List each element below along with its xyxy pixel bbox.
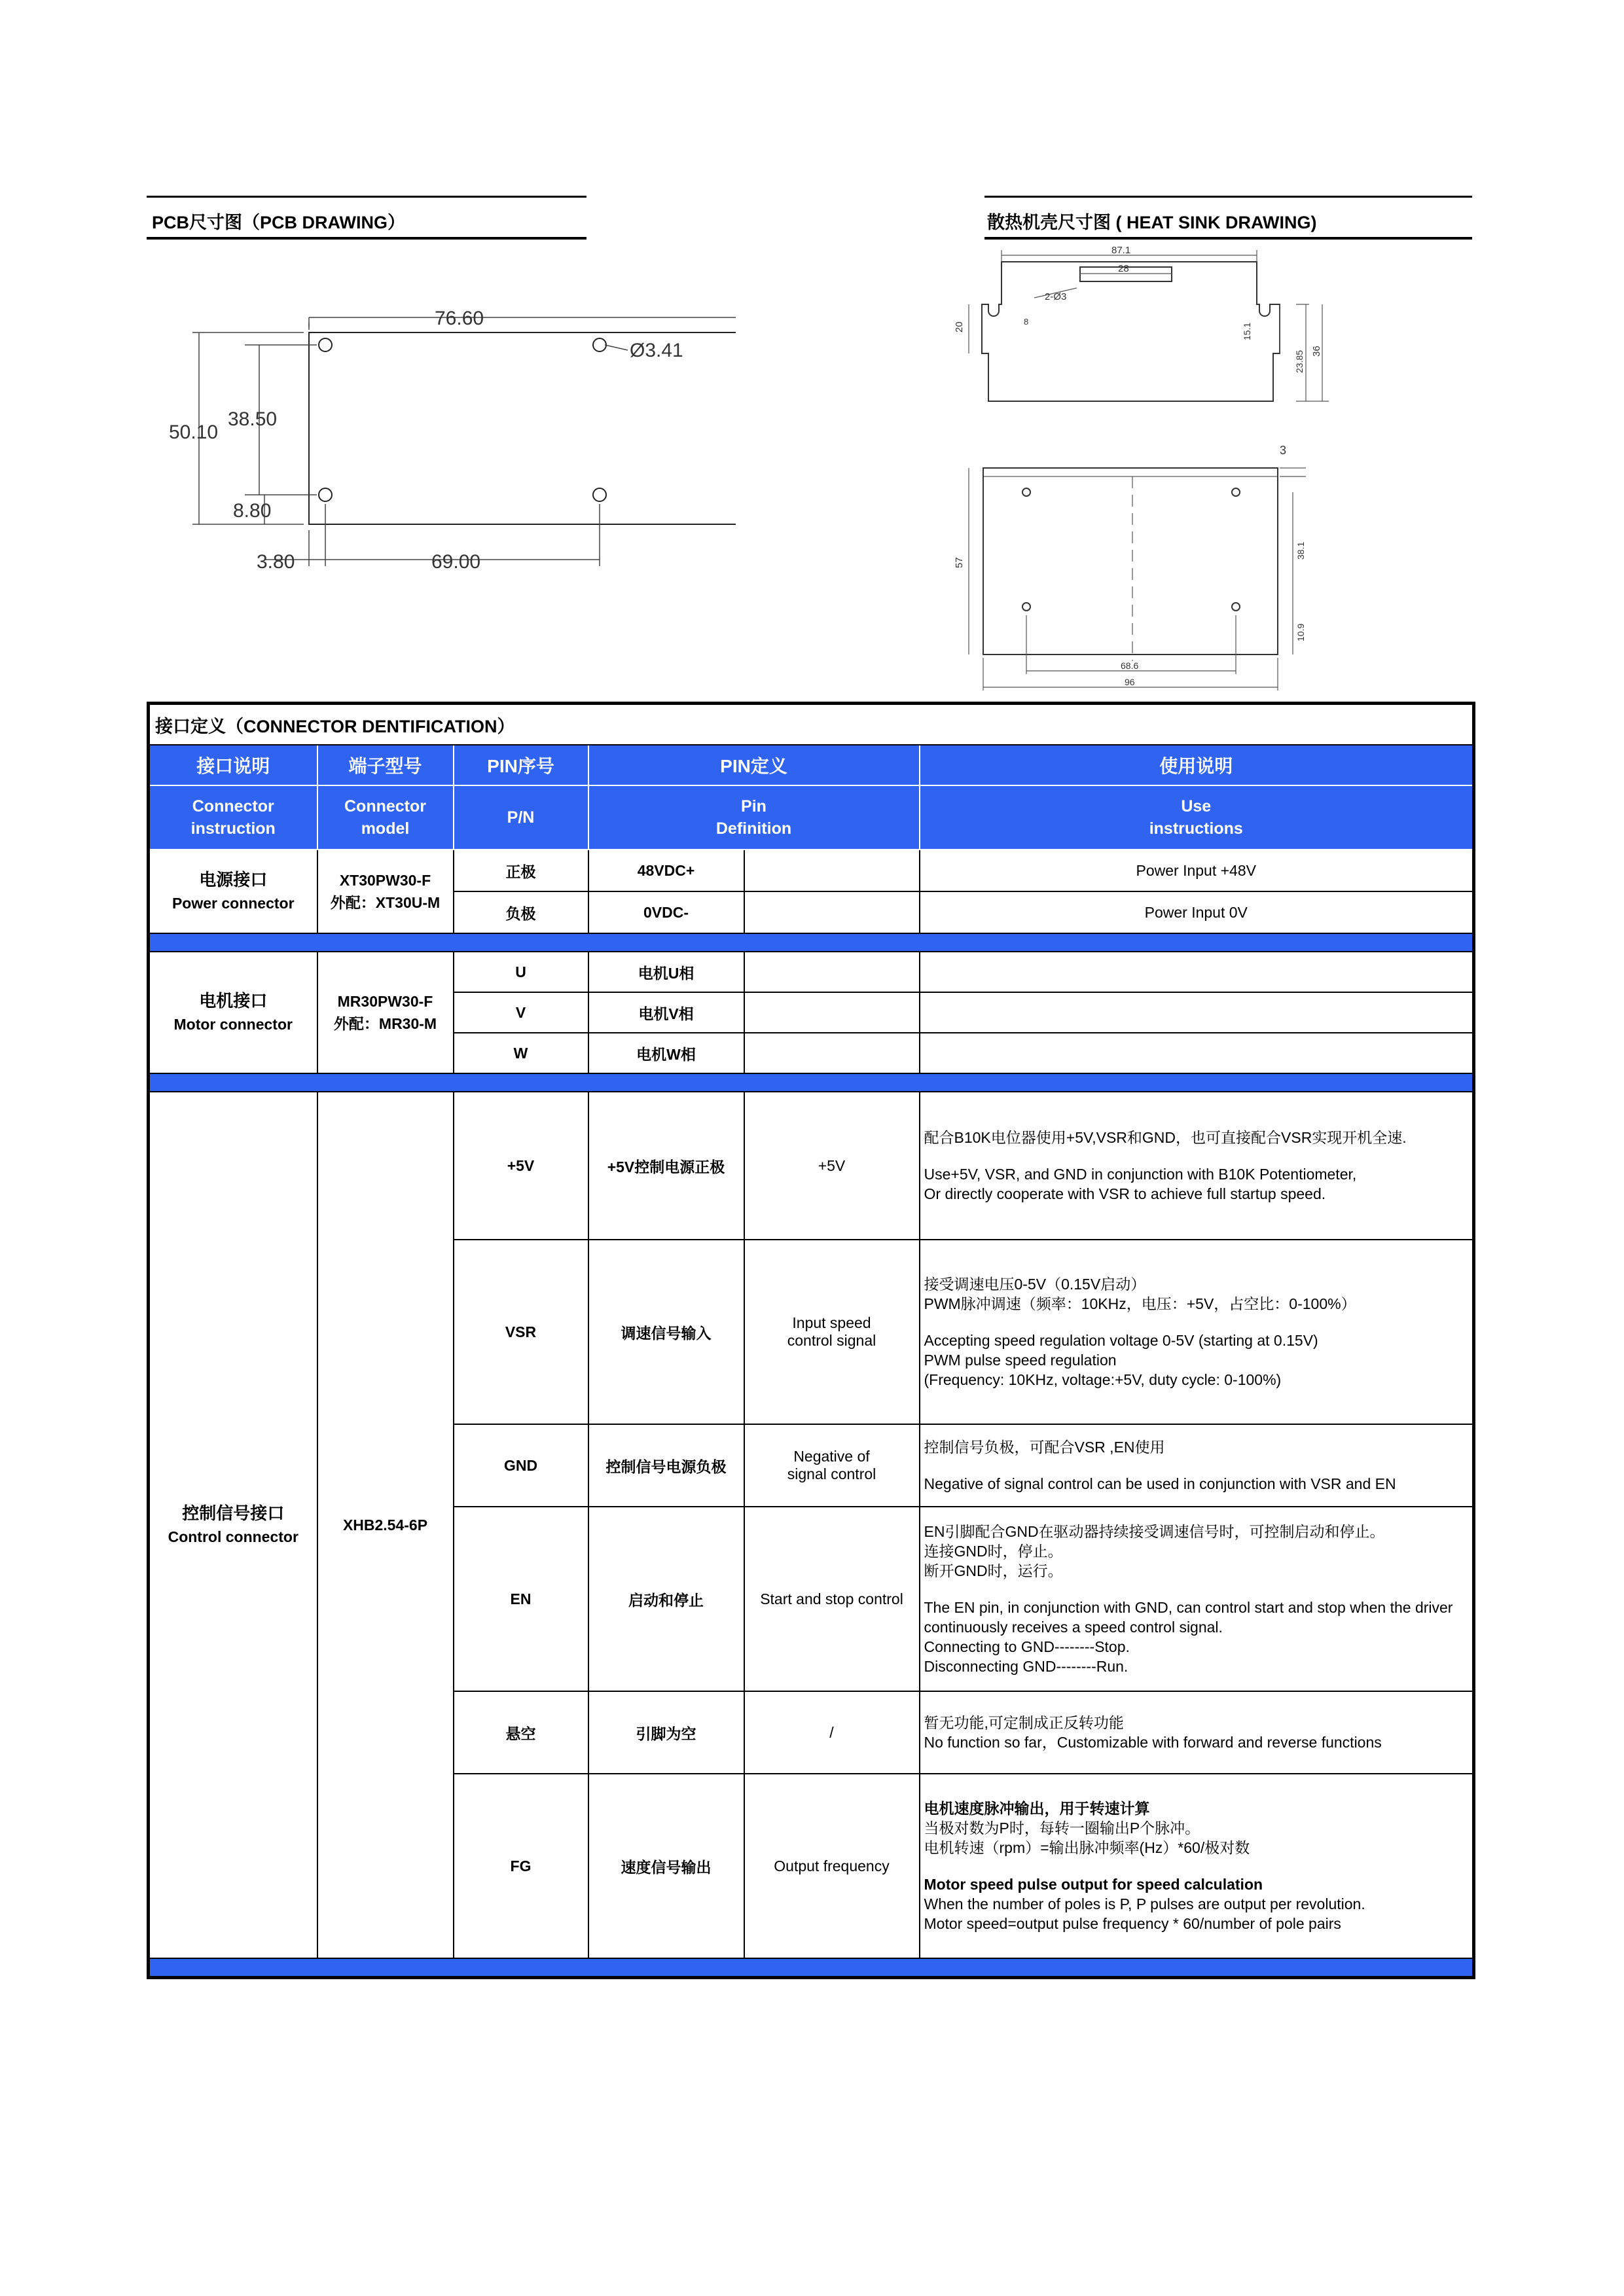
pcb-title-rule-bottom (147, 237, 586, 240)
use-line: 电机转速（rpm）=输出脉冲频率(Hz）*60/极对数 (924, 1839, 1250, 1856)
power-pin-desc (744, 891, 920, 933)
control-pin-pn: GND (454, 1424, 588, 1507)
control-pin-pn: VSR (454, 1240, 588, 1424)
power-pin-desc (744, 850, 920, 891)
use-line: continuously receives a speed control signal. (924, 1619, 1223, 1636)
pcb-dim-hole: Ø3.41 (630, 340, 683, 361)
motor-connector-model: MR30PW30-F 外配：MR30-M (317, 952, 454, 1073)
pcb-dim-width: 76.60 (435, 308, 484, 329)
use-line: 配合B10K电位器使用+5V,VSR和GND，也可直接配合VSR实现开机全速. (924, 1129, 1407, 1146)
heatsink-dim-36: 36 (1311, 346, 1322, 357)
control-pin-def: 控制信号电源负极 (588, 1424, 744, 1507)
control-pin-desc: Negative of signal control (744, 1424, 920, 1507)
connector-table (147, 702, 1475, 1979)
heatsink-profile (982, 262, 1280, 401)
header-en-model: Connector model (317, 785, 454, 850)
use-line: 连接GND时，停止。 (924, 1543, 1063, 1560)
control-pin-def: 速度信号输出 (588, 1774, 744, 1958)
section-separator (149, 1073, 1474, 1092)
use-line: When the number of poles is P, P pulses are output per revolution. (924, 1895, 1365, 1912)
heatsink-dim-top-width: 87.1 (1111, 245, 1131, 256)
header-cn-model: 端子型号 (317, 745, 454, 785)
section-separator (149, 1958, 1474, 1978)
pcb-hole-br (593, 488, 606, 501)
control-pin-desc: Start and stop control (744, 1507, 920, 1691)
control-pin-use (920, 1240, 1474, 1424)
use-line: 暂无功能,可定制成正反转功能 (924, 1714, 1124, 1731)
use-line (924, 1147, 1469, 1164)
use-line: Negative of signal control can be used in conjunction with VSR and EN (924, 1475, 1396, 1492)
heatsink-dim-57: 57 (954, 557, 965, 568)
pcb-hole-tr (593, 338, 606, 351)
pcb-section-title: PCB尺寸图（PCB DRAWING） (152, 213, 406, 232)
power-pin-def: 48VDC+ (588, 850, 744, 891)
pcb-dim-offset-x: 3.80 (257, 551, 295, 573)
use-line: The EN pin, in conjunction with GND, can control start and stop when the driver (924, 1599, 1453, 1616)
header-en-use: Use instructions (920, 785, 1474, 850)
heatsink-dim-38: 38.1 (1295, 541, 1306, 560)
motor-connector-name: 电机接口 Motor connector (149, 952, 317, 1073)
power-pin-pn: 负极 (454, 891, 588, 933)
control-pin-def: 引脚为空 (588, 1691, 744, 1774)
use-line (924, 1857, 1469, 1874)
pcb-drawing (147, 288, 736, 596)
motor-pin-def: 电机U相 (588, 952, 744, 992)
header-cn-use: 使用说明 (920, 745, 1474, 785)
pcb-dim-inner-height: 38.50 (228, 408, 278, 430)
heatsink-dim-8: 8 (1024, 317, 1029, 327)
heatsink-dim-slot: 28 (1118, 263, 1129, 274)
heatsink-top-view (943, 445, 1348, 707)
control-pin-pn: EN (454, 1507, 588, 1691)
control-pin-desc: Output frequency (744, 1774, 920, 1958)
control-pin-use (920, 1424, 1474, 1507)
motor-pin-def: 电机W相 (588, 1033, 744, 1073)
heatsink-dim-10: 10.9 (1295, 623, 1306, 641)
use-line: No function so far，Customizable with forward and reverse functions (924, 1734, 1382, 1751)
motor-pin-pn: W (454, 1033, 588, 1073)
use-line: Motor speed=output pulse frequency * 60/number of pole pairs (924, 1915, 1341, 1932)
pcb-dim-hole-spacing: 69.00 (431, 551, 481, 573)
control-pin-use (920, 1774, 1474, 1958)
power-pin-use: Power Input 0V (920, 891, 1474, 933)
control-pin-use (920, 1507, 1474, 1691)
heatsink-dim-68: 68.6 (1121, 660, 1139, 671)
control-pin-use (920, 1691, 1474, 1774)
section-separator (149, 933, 1474, 952)
power-pin-use: Power Input +48V (920, 850, 1474, 891)
pcb-hole-bl (319, 488, 332, 501)
heatsink-dim-23: 23.85 (1294, 350, 1305, 373)
use-line: PWM pulse speed regulation (924, 1352, 1117, 1369)
use-line: Connecting to GND--------Stop. (924, 1638, 1130, 1655)
heatsink-dim-holes: 2-Ø3 (1045, 291, 1067, 302)
power-pin-def: 0VDC- (588, 891, 744, 933)
power-pin-pn: 正极 (454, 850, 588, 891)
control-pin-pn: FG (454, 1774, 588, 1958)
use-line: Or directly cooperate with VSR to achieve full startup speed. (924, 1185, 1326, 1202)
motor-pin-def: 电机V相 (588, 992, 744, 1033)
motor-pin-pn: V (454, 992, 588, 1033)
header-en-pin: P/N (454, 785, 588, 850)
control-pin-use (920, 1092, 1474, 1240)
control-pin-def: +5V控制电源正极 (588, 1092, 744, 1240)
control-connector-name: 控制信号接口 Control connector (149, 1092, 317, 1958)
use-line: Motor speed pulse output for speed calculation (924, 1876, 1263, 1893)
heatsink-title-rule-bottom (984, 237, 1472, 240)
use-line: Disconnecting GND--------Run. (924, 1658, 1128, 1675)
heatsink-title-rule-top (984, 196, 1472, 198)
control-pin-def: 调速信号输入 (588, 1240, 744, 1424)
use-line (924, 1314, 1469, 1331)
header-cn-pin-def: PIN定义 (588, 745, 920, 785)
use-line (924, 1457, 1469, 1474)
control-pin-pn: 悬空 (454, 1691, 588, 1774)
control-connector-model: XHB2.54-6P (317, 1092, 454, 1958)
use-line: 控制信号负极，可配合VSR ,EN使用 (924, 1439, 1165, 1456)
use-line: 电机速度脉冲输出，用于转速计算 (924, 1800, 1150, 1817)
pcb-hole-tl (319, 338, 332, 351)
heatsink-dim-20: 20 (954, 321, 965, 332)
pcb-title-rule-top (147, 196, 586, 198)
control-pin-pn: +5V (454, 1092, 588, 1240)
use-line: (Frequency: 10KHz, voltage:+5V, duty cycle: 0-100%) (924, 1371, 1282, 1388)
use-line: Accepting speed regulation voltage 0-5V (starting at 0.15V) (924, 1332, 1318, 1349)
control-pin-desc: / (744, 1691, 920, 1774)
motor-pin-pn: U (454, 952, 588, 992)
control-pin-def: 启动和停止 (588, 1507, 744, 1691)
use-line (924, 1581, 1469, 1598)
use-line: 当极对数为P时，每转一圈输出P个脉冲。 (924, 1820, 1200, 1837)
power-connector-model: XT30PW30-F 外配：XT30U-M (317, 850, 454, 933)
use-line: Use+5V, VSR, and GND in conjunction with B10K Potentiometer, (924, 1166, 1357, 1183)
pcb-dim-height: 50.10 (169, 422, 219, 443)
use-line: 断开GND时，运行。 (924, 1562, 1063, 1579)
header-en-pin-def: Pin Definition (588, 785, 920, 850)
heatsink-section-title: 散热机壳尺寸图 ( HEAT SINK DRAWING) (987, 213, 1317, 232)
heatsink-side-view (943, 242, 1348, 412)
header-cn-pin: PIN序号 (454, 745, 588, 785)
heatsink-dim-15: 15.1 (1242, 322, 1252, 340)
control-pin-desc: Input speed control signal (744, 1240, 920, 1424)
use-line: EN引脚配合GND在驱动器持续接受调速信号时，可控制启动和停止。 (924, 1523, 1385, 1540)
heatsink-dim-3: 3 (1280, 445, 1287, 457)
control-pin-desc: +5V (744, 1092, 920, 1240)
header-cn-connector: 接口说明 (149, 745, 317, 785)
power-connector-name: 电源接口 Power connector (149, 850, 317, 933)
connector-section-title: 接口定义（CONNECTOR DENTIFICATION） (149, 704, 1474, 745)
use-line: PWM脉冲调速（频率：10KHz，电压：+5V，占空比：0-100%） (924, 1295, 1356, 1312)
header-en-connector: Connector instruction (149, 785, 317, 850)
heatsink-dim-96: 96 (1125, 677, 1135, 687)
pcb-dim-offset-y: 8.80 (233, 500, 272, 522)
use-line: 接受调速电压0-5V（0.15V启动） (924, 1276, 1146, 1293)
